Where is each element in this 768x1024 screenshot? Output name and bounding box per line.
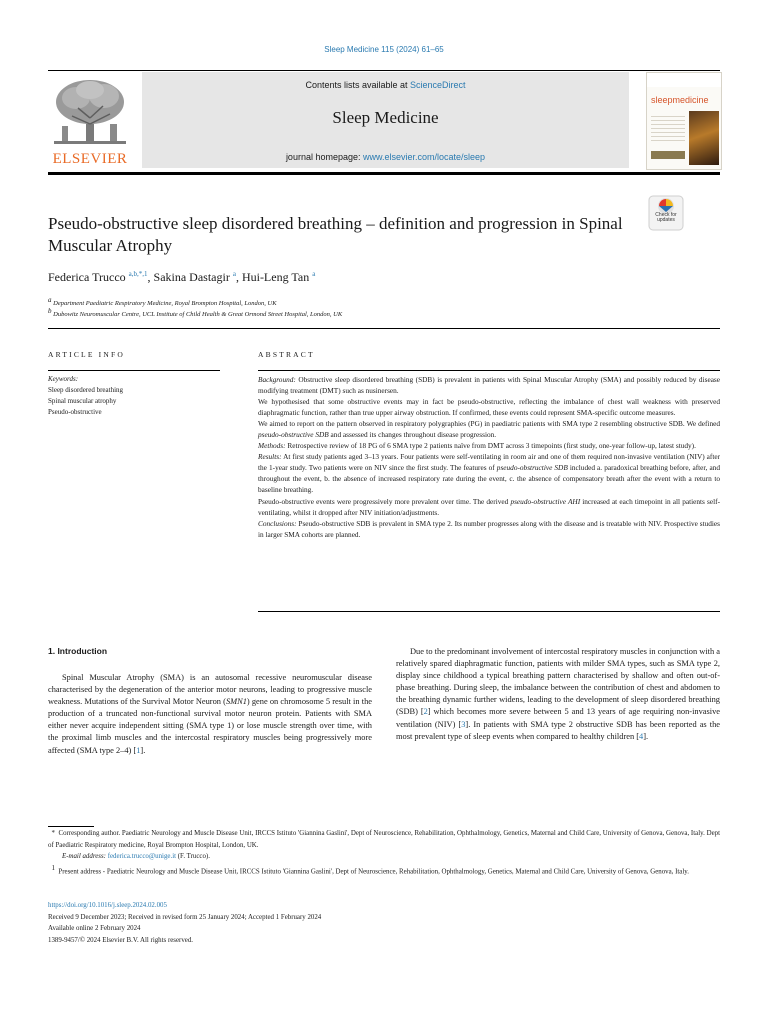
affiliation-mark: a	[48, 296, 52, 304]
section-heading-introduction: 1. Introduction	[48, 646, 108, 656]
cover-title: sleepmedicine	[651, 95, 709, 105]
cover-footer-band	[651, 151, 685, 159]
abstract-text: and assessed its changes throughout disease progression.	[328, 430, 497, 440]
author-separator: ,	[235, 270, 242, 284]
divider	[48, 370, 220, 371]
available-online-date: Available online 2 February 2024	[48, 925, 141, 932]
keyword: Pseudo-obstructive	[48, 408, 102, 416]
author-name[interactable]: Sakina Dastagir	[153, 270, 230, 284]
elsevier-wordmark[interactable]: ELSEVIER	[52, 151, 128, 167]
author-name[interactable]: Hui-Leng Tan	[241, 270, 310, 284]
abstract-progression	[258, 496, 720, 518]
body-text: Spinal Muscular Atrophy (SMA) is an autosomal recessive neuromuscular disease characterised by the degeneration of the anterior motor neurons, leading to progressive muscle weakness. Mutations of the Survival Motor Neuron (	[48, 673, 372, 707]
publication-info	[48, 900, 321, 946]
header-thick-divider	[48, 172, 720, 175]
affiliation	[48, 307, 342, 318]
divider	[258, 370, 720, 371]
copyright-line: 1389-9457/© 2024 Elsevier B.V. All rights reserved.	[48, 936, 194, 944]
abstract-text: At first study patients aged 3–13 years. Four patients were self-ventilating in room air and one of them required non-invasive ventilation (NIV) after the 1-year study. Two patients were on NIV since the first study. The features of	[258, 452, 721, 473]
body-text: ]. In patients with SMA type 2 obstructive SDB has been reported as the most prevalent type of sleep events when compared to healthy children [	[396, 719, 720, 741]
body-paragraph	[48, 672, 372, 757]
keyword: Spinal muscular atrophy	[48, 397, 117, 405]
journal-homepage-link[interactable]: www.elsevier.com/locate/sleep	[363, 152, 486, 162]
author-affiliation-marks[interactable]: a,b,*,1	[128, 270, 148, 278]
body-text: ].	[140, 745, 146, 755]
sciencedirect-link[interactable]: ScienceDirect	[410, 80, 466, 90]
body-paragraph	[396, 646, 720, 743]
article-info-heading: ARTICLE INFO	[48, 350, 125, 359]
divider	[48, 70, 720, 71]
abstract-background	[258, 374, 720, 396]
abstract-results	[258, 451, 720, 495]
received-dates: Received 9 December 2023; Received in revised form 25 January 2024; Accepted 1 February 2024	[48, 913, 322, 921]
keyword: Sleep disordered breathing	[48, 386, 124, 394]
divider	[258, 611, 720, 612]
keywords-block	[48, 374, 220, 418]
email-suffix: (F. Trucco).	[176, 853, 210, 860]
citation-link[interactable]: 2	[423, 707, 428, 717]
author-affiliation-marks[interactable]: a	[312, 270, 316, 278]
author-separator: ,	[147, 270, 154, 284]
abstract-body	[258, 374, 720, 540]
affiliation-text: Dubowitz Neuromuscular Centre, UCL Institute of Child Health & Great Ormond Street Hospital, London, UK	[53, 311, 343, 319]
cover-top-band	[647, 73, 721, 87]
abstract-aim	[258, 418, 720, 440]
abstract-text: increased at each timepoint in all patients self-ventilating, whilst it dropped after NIV initiation/adjustments.	[258, 496, 720, 517]
section-label: Methods:	[258, 441, 286, 451]
footnotes	[48, 828, 720, 877]
cover-text-lines	[651, 113, 685, 143]
citation-link[interactable]: 4	[639, 731, 644, 741]
abstract-text: Pseudo-obstructive SDB is prevalent in SMA type 2. Its number progresses along with the disease and is treatable with NIV. Prospective studies in larger SMA cohorts are planned.	[258, 518, 720, 539]
email-note	[48, 851, 720, 863]
email-link[interactable]: federica.trucco@unige.it	[107, 853, 177, 860]
present-address-note	[48, 863, 720, 878]
abstract-heading: ABSTRACT	[258, 350, 315, 359]
author-name[interactable]: Federica Trucco	[48, 270, 126, 284]
article-title: Pseudo-obstructive sleep disordered breathing – definition and progression in Spinal Muscular Atrophy	[48, 214, 623, 255]
contents-prefix: Contents lists available at	[305, 80, 411, 90]
doi-link[interactable]: https://doi.org/10.1016/j.sleep.2024.02.005	[48, 902, 167, 909]
footnote-text: Present address - Paediatric Neurology and Muscle Disease Unit, IRCCS Istituto 'Giannina Gaslini', Dept of Neuroscience, Rehabilitation, Ophthalmology, Genetics, Maternal and Child Care, University of Genova, Genova, Italy.	[58, 867, 689, 875]
footnote-text: Corresponding author. Paediatric Neurology and Muscle Disease Unit, IRCCS Istituto 'Giannina Gaslini', Dept of Neuroscience, Rehabilitation, Ophthalmology, Genetics, Maternal and Child Care, University of Genova, Genova, Italy. Dept of Paediatric Respiratory medicine, Royal Brompton Hospital, London, UK.	[48, 830, 720, 849]
citation-link[interactable]: 3	[461, 719, 466, 729]
section-label: Conclusions:	[258, 518, 297, 528]
journal-cover-thumbnail[interactable]	[646, 72, 722, 170]
divider	[48, 328, 720, 329]
abstract-hypothesis	[258, 396, 720, 418]
abstract-text: We hypothesised that some obstructive events may in fact be pseudo-obstructive, reflecting the imbalance of chest wall weakness with preserved diaphragmatic function, rather than true upper airway obstruction. If confirmed, these events could represent SMA-specific outcome measures.	[258, 397, 720, 418]
corresponding-author-note	[48, 828, 720, 851]
body-column-left	[48, 672, 372, 757]
body-text: ) gene on chromosome 5 result in the production of a truncated non-functional survival motor neuron protein. Patients with SMA either never acquire independent sitting (SMA type 1) or lose muscle strength over time, with the proximal limb muscles and the intercostal respiratory muscles being progressively more affected (SMA type 2–4) [	[48, 697, 372, 755]
abstract-conclusions	[258, 518, 720, 540]
journal-title[interactable]: Sleep Medicine	[332, 108, 439, 127]
body-column-right	[396, 646, 720, 743]
term: pseudo-obstructive SDB	[258, 430, 329, 440]
citation-link[interactable]: 1	[136, 745, 141, 755]
email-label: E-mail address:	[62, 853, 106, 860]
abstract-text: Obstructive sleep disordered breathing (SDB) is prevalent in patients with Spinal Muscular Atrophy (SMA) and possibly reduced by disease modifying treatment (DMT) such as nusinersen.	[258, 375, 721, 396]
abstract-text: Retrospective review of 18 PG of 6 SMA type 2 patients naïve from DMT across 3 timepoints (first study, one-year follow-up, latest study).	[287, 441, 696, 451]
body-text: ].	[643, 731, 649, 741]
footnote-mark: *	[51, 830, 55, 837]
abstract-text: included a. paradoxical breathing before, after, and throughout the event, b. the absence of increased respiratory rate during the event, c. the absence of compensatory breath after the event with a return to baseline breathing.	[258, 463, 720, 495]
journal-reference[interactable]: Sleep Medicine 115 (2024) 61–65	[324, 45, 444, 54]
affiliation	[48, 296, 277, 307]
body-text: ] which becomes more severe between 5 and 13 years of age requiring non-invasive ventilation (NIV) [	[396, 707, 720, 729]
term: pseudo-obstructive SDB	[496, 463, 568, 473]
author-list	[48, 270, 315, 285]
keywords-label: Keywords:	[48, 375, 79, 383]
contents-available-line	[142, 80, 629, 90]
term: pseudo-obstructive AHI	[510, 496, 581, 506]
journal-homepage-line	[142, 152, 629, 162]
cover-image	[689, 111, 719, 165]
abstract-text: We aimed to report on the pattern observed in respiratory polygraphies (PG) in paediatric patients with SMA type 2 resembling obstructive SDB. We defined	[258, 419, 720, 429]
check-for-updates-label[interactable]: Check for updates	[655, 212, 677, 223]
affiliation-text: Department Paediatric Respiratory Medicine, Royal Brompton Hospital, London, UK	[53, 300, 277, 308]
affiliation-mark: b	[48, 307, 52, 315]
homepage-prefix: journal homepage:	[285, 152, 363, 162]
gene-name: SMN1	[225, 697, 247, 707]
footnote-divider	[48, 826, 94, 827]
footnote-mark: 1	[51, 863, 55, 872]
abstract-methods	[258, 440, 720, 451]
section-label: Background:	[258, 375, 296, 384]
body-text: Due to the predominant involvement of intercostal respiratory muscles in conjunction with a relatively spared diaphragmatic function, patients with milder SMA types, such as SMA type 2, display since childhood a typical breathing pattern characterised by shallow and often out-of-phase breathing. During sleep, the imbalance between the contribution of chest and abdomen to the breathing dynamic further widens, leading to the development of sleep disordered breathing (SDB) [	[396, 647, 720, 717]
abstract-text: Pseudo-obstructive events were progressively more prevalent over time. The derived	[258, 496, 511, 506]
section-label: Results:	[258, 452, 282, 462]
author-affiliation-marks[interactable]: a	[232, 270, 236, 278]
